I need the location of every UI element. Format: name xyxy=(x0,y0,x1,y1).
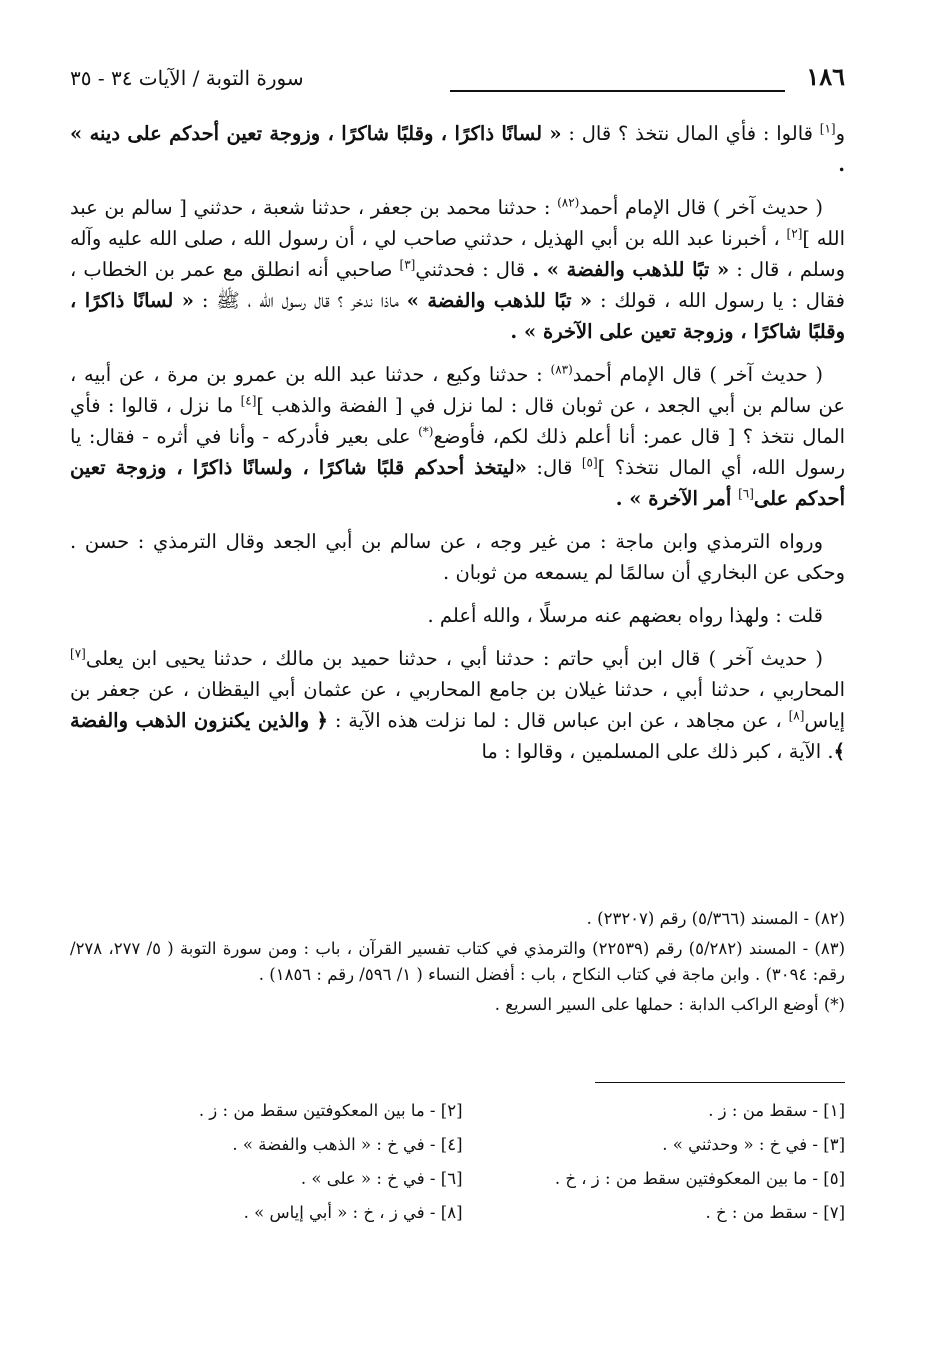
variant-note: [٣] - في خ : « وحدثني » . xyxy=(662,1135,845,1154)
variant-note: [٦] - في خ : « على » . xyxy=(300,1169,463,1188)
text-run: و xyxy=(835,122,846,145)
hadith-quote: « لسانًا ذاكرًا ، وقلبًا شاكرًا ، وزوجة تعين على الآخرة » . xyxy=(70,289,845,343)
footnote-ref-83: (٨٣) xyxy=(550,362,573,377)
variant-ref-4: [٤] xyxy=(240,393,257,408)
footnotes xyxy=(70,906,845,1022)
variant-note: [١] - سقط من : ز . xyxy=(708,1101,845,1120)
text-run: ، عن مجاهد ، عن ابن عباس قال : لما نزلت هذه الآية : xyxy=(328,709,789,732)
text-run: ما نزل ، قالوا : فأي المال نتخذ ؟ [ قال عمر: أنا أعلم ذلك لكم، فأوضع xyxy=(70,394,845,448)
footnote-ref-82: (٨٢) xyxy=(557,195,580,210)
variant-ref-3: [٣] xyxy=(399,257,416,272)
hadith-quote: أمر الآخرة » . xyxy=(615,487,739,510)
paragraph-3 xyxy=(70,359,845,514)
main-text xyxy=(70,118,845,779)
hadith-quote: «ليتخذ أحدكم قلبًا شاكرًا ، ولسانًا ذاكرًا ، وزوجة تعين أحدكم على xyxy=(70,456,845,510)
variant-note: [٥] - ما بين المعكوفتين سقط من : ز ، خ . xyxy=(554,1169,845,1188)
variant-ref-5: [٥] xyxy=(581,455,598,470)
paragraph-5: قلت : ولهذا رواه بعضهم عنه مرسلًا ، والله أعلم . xyxy=(427,604,823,627)
manuscript-variants xyxy=(120,1098,845,1226)
hadith-quote: « تبًا للذهب والفضة » xyxy=(406,289,593,312)
text-run: قالوا : فأي المال نتخذ ؟ قال : xyxy=(561,122,820,145)
text-run: قال : فحدثني xyxy=(415,258,533,281)
page-number: ١٨٦ xyxy=(806,62,845,91)
text-run: : حدثنا وكيع ، حدثنا عبد الله بن عمرو بن مرة ، عن أبيه ، عن سالم بن أبي الجعد ، عن ثوبان قال : لما نزل في [ الفضة والذهب ] xyxy=(70,363,845,417)
variant-note: [٨] - في ز ، خ : « أبي إياس » . xyxy=(243,1203,463,1222)
running-title: سورة التوبة / الآيات ٣٤ - ٣٥ xyxy=(70,66,304,90)
hadith-quote: « تبًا للذهب والفضة » . xyxy=(532,258,730,281)
footnote-83: (٨٣) - المسند (٥/٢٨٢) رقم (٢٢٥٣٩) والترمذي في كتاب تفسير القرآن ، باب : ومن سورة التوبة ( ٥/ ٢٧٧، ٢٧٨/رقم: ٣٠٩٤) . وابن ماجة في كتاب النكاح ، باب : أفضل النساء ( ١/ ٥٩٦/ رقم : ١٨٥٦) . xyxy=(70,939,846,984)
variant-ref-7: [٧] xyxy=(70,646,86,661)
variant-ref-2: [٢] xyxy=(786,226,803,241)
header-rule xyxy=(450,90,785,92)
variant-ref-1: [١] xyxy=(819,121,836,136)
text-run: ماذا ندخر ؟ قال رسول الله ، ﷺ : xyxy=(194,289,407,312)
quran-verse: ﴿ والذين يكنزون الذهب والفضة ﴾ xyxy=(70,709,845,763)
hadith-quote: « لسانًا ذاكرًا ، وقلبًا شاكرًا ، وزوجة تعين أحدكم على دينه » . xyxy=(70,122,845,176)
variant-note: [٧] - سقط من : خ . xyxy=(705,1203,845,1222)
footnote-82: (٨٢) - المسند (٥/٣٦٦) رقم (٢٣٢٠٧) . xyxy=(586,909,845,928)
variant-note: [٢] - ما بين المعكوفتين سقط من : ز . xyxy=(198,1101,463,1120)
paragraph-2 xyxy=(70,192,845,347)
text-run: قال: xyxy=(526,456,582,479)
text-run: ( حديث آخر ) قال الإمام أحمد xyxy=(579,196,823,219)
page-header xyxy=(70,62,845,102)
text-run: : حدثنا محمد بن جعفر ، حدثنا شعبة ، حدثني [ سالم بن عبد الله ] xyxy=(70,196,845,250)
footnote-star: (*) أوضع الراكب الدابة : حملها على السير السريع . xyxy=(494,995,845,1014)
footnote-divider xyxy=(595,1082,845,1083)
paragraph-4: ورواه الترمذي وابن ماجة : من غير وجه ، عن سالم بن أبي الجعد وقال الترمذي : حسن . وحكى عن البخاري أن سالمًا لم يسمعه من ثوبان . xyxy=(70,530,845,584)
text-run: ( حديث آخر ) قال الإمام أحمد xyxy=(572,363,823,386)
paragraph-1 xyxy=(70,118,845,180)
text-run: المحاربي ، حدثنا أبي ، حدثنا غيلان بن جامع المحاربي ، عن عثمان أبي اليقظان ، عن جعفر بن إياس xyxy=(70,678,845,732)
text-run: صاحبي أنه انطلق مع عمر بن الخطاب ، فقال : يا رسول الله ، قولك : xyxy=(70,258,845,312)
variant-ref-8: [٨] xyxy=(788,708,805,723)
variant-note: [٤] - في خ : « الذهب والفضة » . xyxy=(232,1135,463,1154)
text-run: ، أخبرنا عبد الله بن أبي الهذيل ، حدثني صاحب لي ، أن رسول الله ، صلى الله عليه وآله وسلم ، قال : xyxy=(70,227,846,281)
text-run: على بعير فأدركه - وأنا في أثره - فقال: يا رسول الله، أي المال نتخذ؟ ] xyxy=(70,425,845,479)
text-run: . الآية ، كبر ذلك على المسلمين ، وقالوا : ما xyxy=(481,740,834,763)
text-run: ( حديث آخر ) قال ابن أبي حاتم : حدثنا أبي ، حدثنا حميد بن مالك ، حدثنا يحيى ابن يعلى xyxy=(85,647,823,670)
variant-ref-6: [٦] xyxy=(738,486,754,501)
paragraph-6 xyxy=(70,643,845,767)
footnote-ref-star: (*) xyxy=(418,424,434,439)
